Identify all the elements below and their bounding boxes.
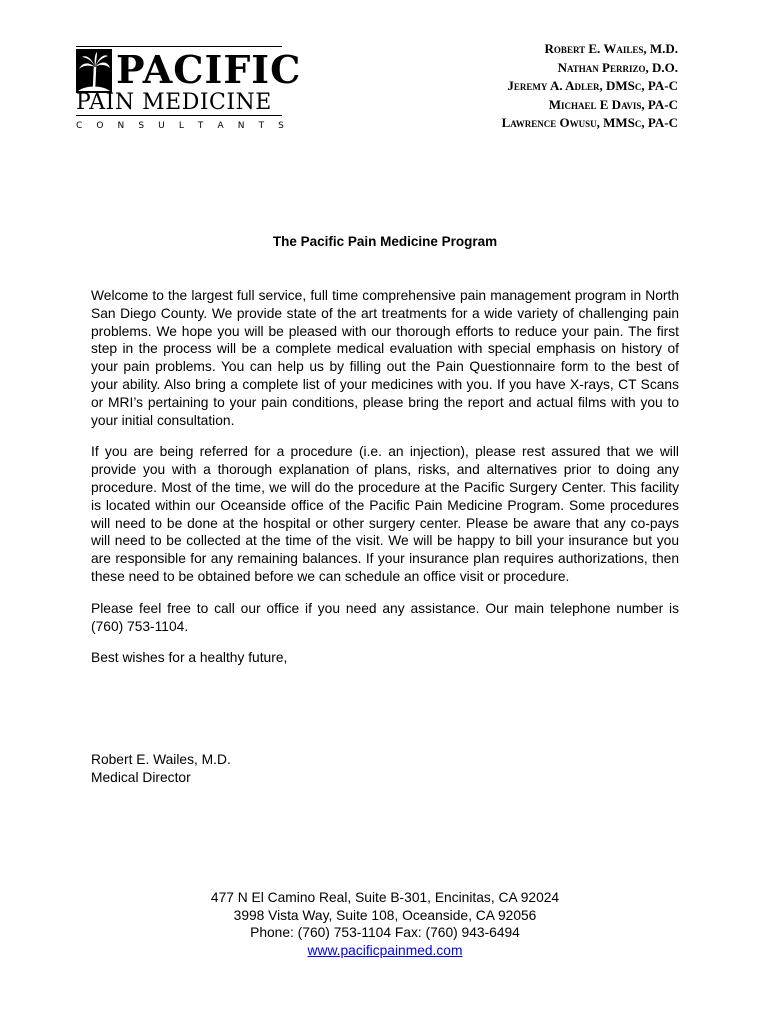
- logo-line-3: [76, 120, 284, 132]
- logo-letter: O: [96, 121, 104, 131]
- palm-tree-icon: [76, 49, 112, 93]
- logo-line-1: PACIFIC: [116, 47, 302, 92]
- logo-letter: L: [178, 121, 184, 131]
- footer-address-encinitas: 477 N El Camino Real, Suite B-301, Encinitas, CA 92024: [210, 890, 560, 905]
- paragraph-procedure: If you are being referred for a procedure (i.e. an injection), please rest assured that we will provide you with a thorough explanation of plans, risks, and alternatives prior to doing any procedure. Most of the time, we will do the procedure at the Pacific Surgery Center. This facility is located within our Oceanside office of the Pacific Pain Medicine Program. Some procedures will need to be done at the hospital or other surgery center. Please be aware that any co-pays will need to be collected at the time of the visit. We will be happy to bill your insurance but you are responsible for any remaining balances. If your insurance plan requires authorizations, then these need to be obtained before we can schedule an office visit or procedure.: [91, 444, 679, 584]
- footer-phone-fax: Phone: (760) 753-1104 Fax: (760) 943-6494: [250, 925, 520, 940]
- logo-letter: N: [117, 121, 125, 131]
- logo-letter: S: [278, 121, 284, 131]
- document-title: The Pacific Pain Medicine Program: [272, 234, 498, 249]
- logo-letter: N: [237, 121, 245, 131]
- paragraph-closing: Best wishes for a healthy future,: [91, 650, 288, 666]
- logo-letter: A: [217, 121, 224, 131]
- logo-letter: T: [197, 121, 204, 131]
- paragraph-contact: Please feel free to call our office if you need any assistance. Our main telephone number is (760) 753-1104.: [91, 600, 679, 634]
- logo-bottom-rule: [76, 115, 282, 116]
- letter-body: [91, 287, 679, 681]
- footer-contact: [0, 889, 770, 959]
- staff-member: Nathan Perrizo, D.O.: [557, 59, 678, 75]
- logo-letter: U: [158, 121, 165, 131]
- company-logo: [76, 44, 302, 134]
- staff-member: Lawrence Owusu, MMSc, PA-C: [501, 115, 678, 130]
- logo-line-2: PAIN MEDICINE: [76, 90, 272, 115]
- paragraph-welcome: Welcome to the largest full service, full time comprehensive pain management program in North San Diego County. We provide state of the art treatments for a wide variety of challenging pain problems. We hope you will be pleased with our thorough efforts to reduce your pain. The first step in the process will be a complete medical evaluation with special emphasis on history of your pain problems. You can help us by filling out the Pain Questionnaire form to the best of your ability. Also bring a complete list of your medicines with you. If you have X-rays, CT Scans or MRI’s pertaining to your pain conditions, please bring the report and actual films with you to your initial consultation.: [91, 288, 679, 428]
- signature-name: Robert E. Wailes, M.D.: [91, 752, 231, 767]
- footer-address-oceanside: 3998 Vista Way, Suite 108, Oceanside, CA 92056: [233, 907, 537, 923]
- logo-letter: S: [138, 121, 145, 131]
- signature-block: [91, 751, 231, 787]
- logo-letter: C: [76, 121, 83, 131]
- logo-letter: T: [258, 121, 265, 131]
- website-link[interactable]: www.pacificpainmed.com: [307, 942, 463, 958]
- staff-list: [502, 40, 678, 133]
- signature-role: Medical Director: [91, 770, 191, 785]
- staff-member: Robert E. Wailes, M.D.: [544, 41, 678, 56]
- staff-member: Michael E Davis, PA-C: [548, 96, 678, 112]
- staff-member: Jeremy A. Adler, DMSc, PA-C: [507, 78, 678, 93]
